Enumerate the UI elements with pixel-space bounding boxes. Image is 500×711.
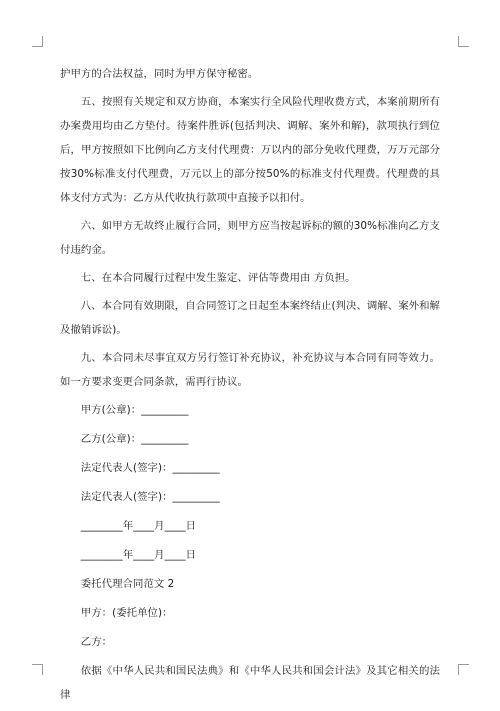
signature-party-b-seal: 乙方(公章)：_________ xyxy=(80,433,189,445)
party-b-line: 乙方： xyxy=(80,636,113,648)
document-body xyxy=(60,62,440,711)
clause-6-termination: 六、如甲方无故终止履行合同，则甲方应当按起诉标的额的30%标准向乙方支付违约金。 xyxy=(60,220,440,256)
crop-mark-top-right xyxy=(458,36,469,47)
signature-date-a: ________年____月____日 xyxy=(80,520,197,532)
signature-legal-rep-b: 法定代表人(签字)：_________ xyxy=(80,491,220,503)
crop-mark-bottom-left xyxy=(32,664,43,675)
signature-party-a-seal: 甲方(公章)：_________ xyxy=(80,404,189,416)
signature-legal-rep-a: 法定代表人(签字)：_________ xyxy=(80,462,220,474)
crop-mark-top-left xyxy=(32,36,43,47)
sample-title: 委托代理合同范文 2 xyxy=(80,578,175,590)
clause-5-fees: 五、按照有关规定和双方协商，本案实行全风险代理收费方式，本案前期所有办案费用均由乙方垫付。待案件胜诉(包括判决、调解、案外和解)，款项执行到位后，甲方按照如下比例向乙方支付代理费：万以内的部分免收代理费，万万元部分按30%标准支付代理费，万元以上的部分按50%的标准支付代理费。代理费的具体支付方式为：乙方从代收执行款项中直接予以扣付。 xyxy=(60,96,440,204)
crop-mark-bottom-right xyxy=(458,664,469,675)
signature-date-b: ________年____月____日 xyxy=(80,549,197,561)
legal-basis-line: 依据《中华人民共和国民法典》和《中华人民共和国会计法》及其它相关的法律 xyxy=(60,665,440,701)
party-a-line: 甲方：(委托单位)： xyxy=(80,607,173,619)
clause-7-costs: 七、在本合同履行过程中发生鉴定、评估等费用由 方负担。 xyxy=(80,272,356,284)
clause-9-supplement: 九、本合同未尽事宜双方另行签订补充协议，补充协议与本合同有同等效力。如一方要求变更合同条款，需再行协议。 xyxy=(60,352,440,388)
paragraph-continuation: 护甲方的合法权益，同时为甲方保守秘密。 xyxy=(60,68,259,80)
clause-8-term: 八、本合同有效期限，自合同签订之日起至本案终结止(判决、调解、案外和解及撤销诉讼)。 xyxy=(60,300,440,336)
